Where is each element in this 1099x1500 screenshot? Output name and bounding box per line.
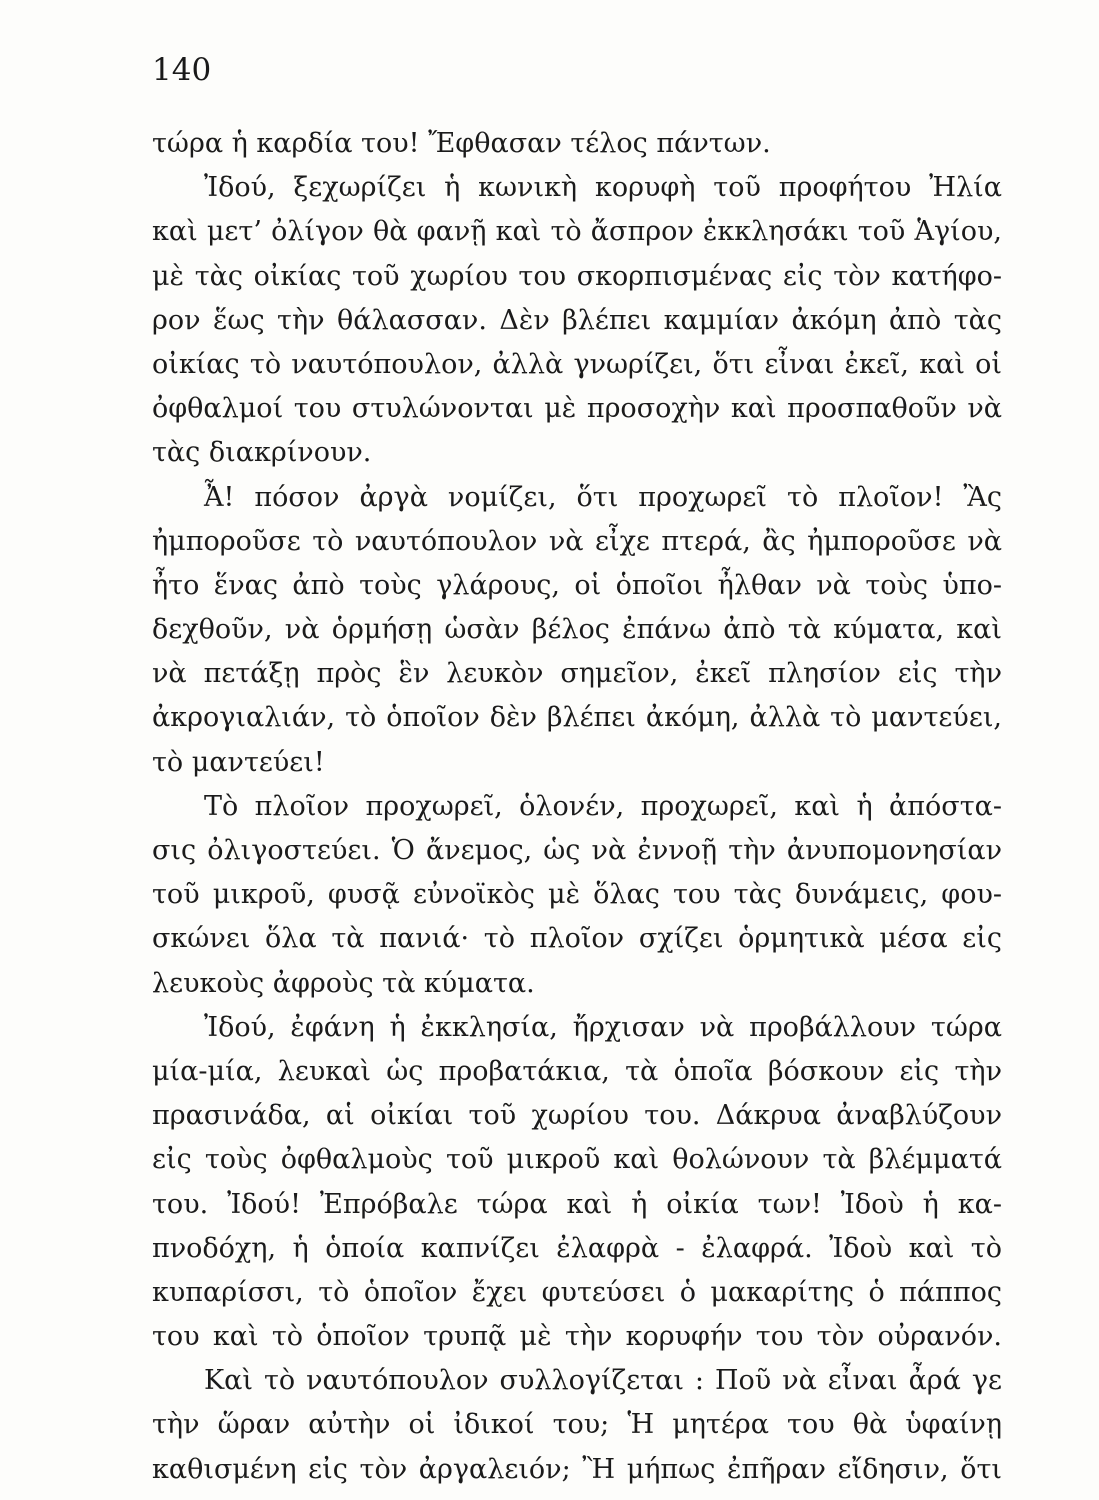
text-line: ἦτο ἕνας ἀπὸ τοὺς γλάρους, οἱ ὁποῖοι ἦλθαν νὰ τοὺς ὑπο- [152, 569, 1002, 601]
text-line: σις ὀλιγοστεύει. Ὁ ἄνεμος, ὡς νὰ ἐννοῇ τὴν ἀνυπομονησίαν [152, 835, 1002, 866]
text-line: Ἰδού, ἐφάνη ἡ ἐκκλησία, ἤρχισαν νὰ προβάλλουν τώρα [204, 1011, 1002, 1043]
text-line: του. Ἰδού! Ἐπρόβαλε τώρα καὶ ἡ οἰκία των! Ἰδοὺ ἡ κα- [152, 1188, 1002, 1220]
text-line: ὀφθαλμοί του στυλώνονται μὲ προσοχὴν καὶ προσπαθοῦν νὰ [152, 393, 1002, 425]
text-line: τὰς διακρίνουν. [152, 437, 372, 469]
text-line: Ἰδού, ξεχωρίζει ἡ κωνικὴ κορυφὴ τοῦ προφήτου Ἠλία [204, 172, 1002, 204]
text-line: Καὶ τὸ ναυτόπουλον συλλογίζεται : Ποῦ νὰ εἶναι ἆρά γε [204, 1365, 1002, 1397]
text-line: τὸ μαντεύει! [152, 746, 325, 778]
text-line: Ἆ! πόσον ἀργὰ νομίζει, ὅτι προχωρεῖ τὸ πλοῖον! Ἂς [204, 481, 1002, 513]
text-line: του καὶ τὸ ὁποῖον τρυπᾷ μὲ τὴν κορυφήν του τὸν οὐρανόν. [152, 1321, 1002, 1353]
text-line: τοῦ μικροῦ, φυσᾷ εὐνοϊκὸς μὲ ὅλας του τὰς δυνάμεις, φου- [152, 879, 1002, 911]
text-line: καθισμένη εἰς τὸν ἀργαλειόν; Ἢ μήπως ἐπῆραν εἴδησιν, ὅτι [152, 1453, 1002, 1485]
page-number: 140 [152, 52, 212, 88]
text-line: τώρα ἡ καρδία του! Ἔφθασαν τέλος πάντων. [152, 128, 771, 159]
text-line: σκώνει ὅλα τὰ πανιά· τὸ πλοῖον σχίζει ὁρμητικὰ μέσα εἰς [152, 923, 1002, 955]
text-line: Τὸ πλοῖον προχωρεῖ, ὁλονέν, προχωρεῖ, καὶ ἡ ἀπόστα- [204, 790, 1002, 822]
text-line: λευκοὺς ἀφροὺς τὰ κύματα. [152, 967, 535, 999]
text-line: δεχθοῦν, νὰ ὁρμήσῃ ὡσὰν βέλος ἐπάνω ἀπὸ τὰ κύματα, καὶ [152, 614, 1002, 646]
text-line: ἠμποροῦσε τὸ ναυτόπουλον νὰ εἶχε πτερά, ἂς ἠμποροῦσε νὰ [152, 525, 1002, 557]
text-line: εἰς τοὺς ὀφθαλμοὺς τοῦ μικροῦ καὶ θολώνουν τὰ βλέμματά [152, 1144, 1002, 1176]
text-line: ἀκρογιαλιάν, τὸ ὁποῖον δὲν βλέπει ἀκόμη, ἀλλὰ τὸ μαντεύει, [152, 702, 1002, 734]
text-line: μία-μία, λευκαὶ ὡς προβατάκια, τὰ ὁποῖα βόσκουν εἰς τὴν [152, 1055, 1002, 1087]
text-line: νὰ πετάξῃ πρὸς ἓν λευκὸν σημεῖον, ἐκεῖ πλησίον εἰς τὴν [152, 658, 1002, 690]
text-line: ρον ἕως τὴν θάλασσαν. Δὲν βλέπει καμμίαν ἀκόμη ἀπὸ τὰς [152, 304, 1002, 336]
text-line: οἰκίας τὸ ναυτόπουλον, ἀλλὰ γνωρίζει, ὅτι εἶναι ἐκεῖ, καὶ οἱ [152, 348, 1002, 380]
body-text [152, 122, 1002, 1492]
text-line: πνοδόχη, ἡ ὁποία καπνίζει ἐλαφρὰ - ἐλαφρά. Ἰδοὺ καὶ τὸ [152, 1232, 1002, 1264]
text-line: τὴν ὥραν αὐτὴν οἱ ἰδικοί του; Ἡ μητέρα του θὰ ὑφαίνῃ [152, 1409, 1002, 1441]
text-line: πρασινάδα, αἱ οἰκίαι τοῦ χωρίου του. Δάκρυα ἀναβλύζουν [152, 1100, 1002, 1132]
text-line: μὲ τὰς οἰκίας τοῦ χωρίου του σκορπισμένας εἰς τὸν κατήφο- [152, 260, 1002, 292]
text-line: κυπαρίσσι, τὸ ὁποῖον ἔχει φυτεύσει ὁ μακαρίτης ὁ πάππος [152, 1276, 1002, 1308]
text-line: καὶ μετ’ ὀλίγον θὰ φανῇ καὶ τὸ ἄσπρον ἐκκλησάκι τοῦ Ἁγίου, [152, 216, 1002, 248]
